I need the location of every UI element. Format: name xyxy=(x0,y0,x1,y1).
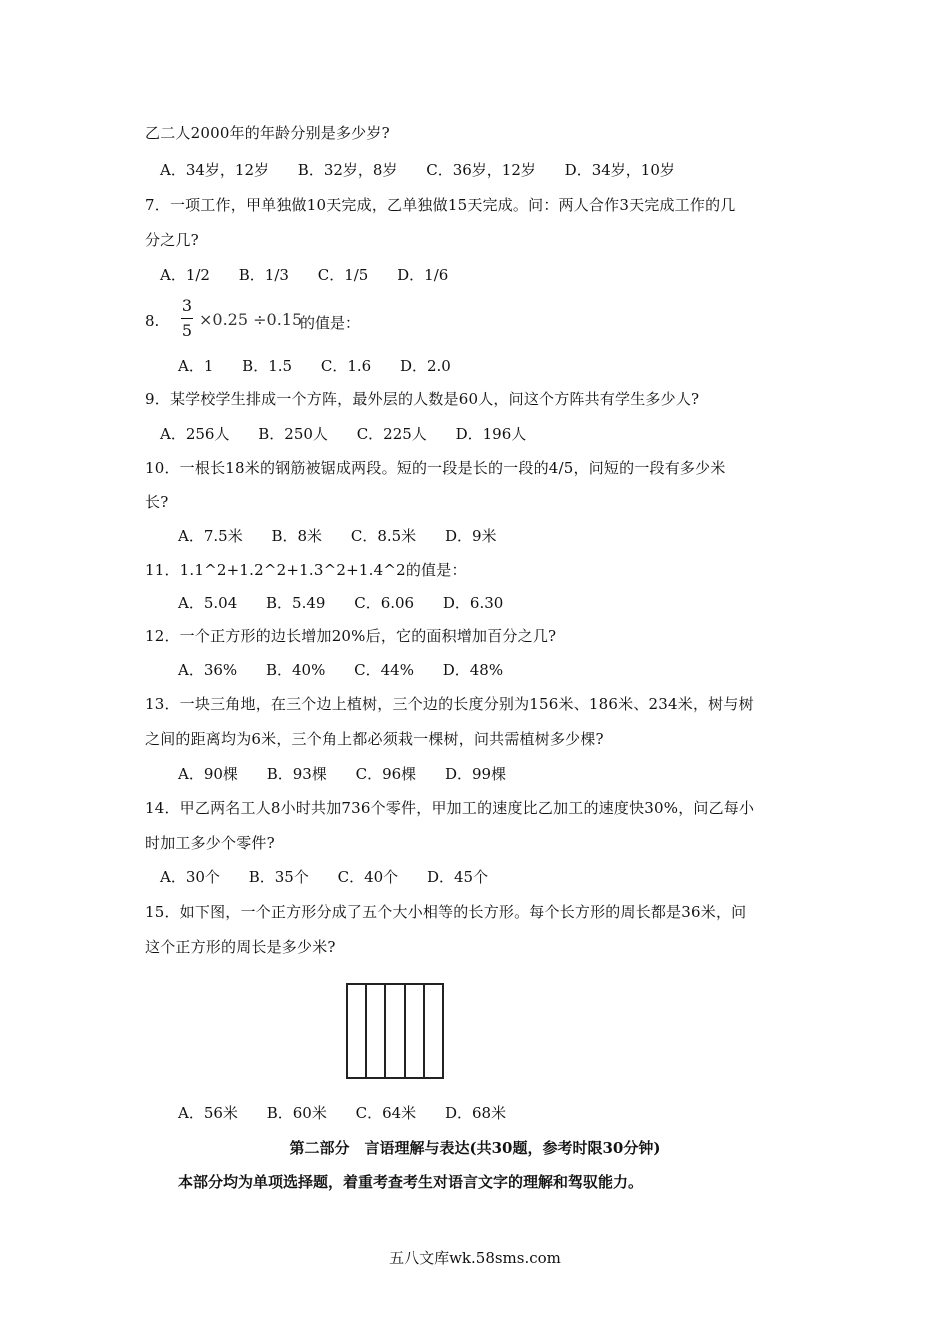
q10-option-c: C．8.5米 xyxy=(350,527,417,545)
q12-option-a: A．36% xyxy=(178,661,238,679)
q9-option-b: B．250人 xyxy=(258,425,328,443)
q7-option-c: C．1/5 xyxy=(317,266,369,284)
q12-option-c: C．44% xyxy=(354,661,414,679)
q10-option-a: A．7.5米 xyxy=(178,527,243,545)
q10-option-b: B．8米 xyxy=(271,527,323,545)
q9-option-a: A．256人 xyxy=(160,425,230,443)
q11-text: 11．1.1^2+1.2^2+1.3^2+1.4^2的值是： xyxy=(145,561,467,579)
q7-options xyxy=(160,265,448,285)
q8-expression: ×0.25 ÷0.15 xyxy=(199,310,303,329)
q10-options xyxy=(178,526,497,546)
q15-option-a: A．56米 xyxy=(178,1104,238,1122)
q12-option-b: B．40% xyxy=(265,661,326,679)
outer-square xyxy=(347,984,443,1078)
q14-option-b: B．35个 xyxy=(248,868,309,886)
q6-option-a: A．34岁，12岁 xyxy=(160,161,270,179)
q6-option-b: B．32岁，8岁 xyxy=(297,161,398,179)
q11-option-d: D．6.30 xyxy=(442,594,504,612)
q12-options xyxy=(178,660,503,680)
q7-option-a: A．1/2 xyxy=(160,266,210,284)
q8-option-a: A．1 xyxy=(178,357,214,375)
q6-options xyxy=(160,160,675,180)
q8-option-d: D．2.0 xyxy=(399,357,451,375)
q13-option-d: D．99棵 xyxy=(444,765,507,783)
q13-option-b: B．93棵 xyxy=(266,765,327,783)
q9-options xyxy=(160,424,526,444)
q7-text-line1: 7．一项工作，甲单独做10天完成，乙单独做15天完成。问：两人合作3天完成工作的几 xyxy=(145,196,736,214)
q8-options xyxy=(178,356,451,376)
q14-options xyxy=(160,867,488,887)
q13-option-a: A．90棵 xyxy=(178,765,238,783)
q10-text-line2: 长? xyxy=(145,493,169,511)
q15-option-c: C．64米 xyxy=(355,1104,417,1122)
q6-text-continued: 乙二人2000年的年龄分别是多少岁? xyxy=(145,124,390,142)
q14-option-d: D．45个 xyxy=(426,868,489,886)
q15-options xyxy=(178,1103,506,1123)
q14-text-line2: 时加工多少个零件? xyxy=(145,834,275,852)
q8-fraction-denominator: 5 xyxy=(181,321,193,340)
q13-options xyxy=(178,764,506,784)
q10-text-line1: 10．一根长18米的钢筋被锯成两段。短的一段是长的一段的4/5，问短的一段有多少米 xyxy=(145,459,726,477)
q15-text-line2: 这个正方形的周长是多少米? xyxy=(145,938,336,956)
q8-option-c: C．1.6 xyxy=(320,357,372,375)
q8-option-b: B．1.5 xyxy=(242,357,293,375)
q11-option-b: B．5.49 xyxy=(266,594,326,612)
q14-text-line1: 14．甲乙两名工人8小时共加736个零件，甲加工的速度比乙加工的速度快30%，问乙每小 xyxy=(145,799,755,817)
q12-text: 12．一个正方形的边长增加20%后，它的面积增加百分之几? xyxy=(145,627,557,645)
q12-option-d: D．48% xyxy=(442,661,504,679)
q10-option-d: D．9米 xyxy=(444,527,497,545)
q6-option-d: D．34岁，10岁 xyxy=(564,161,675,179)
q9-text: 9．某学校学生排成一个方阵，最外层的人数是60人，问这个方阵共有学生多少人? xyxy=(145,390,700,408)
q11-option-c: C．6.06 xyxy=(354,594,415,612)
q7-text-line2: 分之几? xyxy=(145,231,199,249)
footer-watermark: 五八文库wk.58sms.com xyxy=(389,1249,561,1267)
q15-option-d: D．68米 xyxy=(444,1104,507,1122)
q8-fraction xyxy=(181,295,193,342)
q13-option-c: C．96棵 xyxy=(355,765,417,783)
q15-option-b: B．60米 xyxy=(266,1104,327,1122)
q15-text-line1: 15．如下图，一个正方形分成了五个大小相等的长方形。每个长方形的周长都是36米，问 xyxy=(145,903,747,921)
section-note: 本部分均为单项选择题，着重考查考生对语言文字的理解和驾驭能力。 xyxy=(178,1173,644,1191)
q8-fraction-bar xyxy=(181,318,193,319)
square-five-rectangles-figure xyxy=(345,982,445,1080)
section-heading: 第二部分 言语理解与表达(共30题，参考时限30分钟) xyxy=(289,1139,661,1157)
q9-option-c: C．225人 xyxy=(356,425,427,443)
q14-option-a: A．30个 xyxy=(160,868,220,886)
q7-option-d: D．1/6 xyxy=(397,266,449,284)
q11-options xyxy=(178,593,503,613)
q8-number: 8. xyxy=(145,312,160,330)
q8-fraction-numerator: 3 xyxy=(181,296,193,315)
q13-text-line2: 之间的距离均为6米，三个角上都必须栽一棵树，问共需植树多少棵? xyxy=(145,730,604,748)
q9-option-d: D．196人 xyxy=(455,425,527,443)
q13-text-line1: 13．一块三角地，在三个边上植树，三个边的长度分别为156米、186米、234米，树与树 xyxy=(145,695,754,713)
q8-text-tail: 的值是： xyxy=(300,314,361,332)
q11-option-a: A．5.04 xyxy=(178,594,238,612)
q14-option-c: C．40个 xyxy=(337,868,399,886)
q7-option-b: B．1/3 xyxy=(238,266,289,284)
q6-option-c: C．36岁，12岁 xyxy=(426,161,536,179)
